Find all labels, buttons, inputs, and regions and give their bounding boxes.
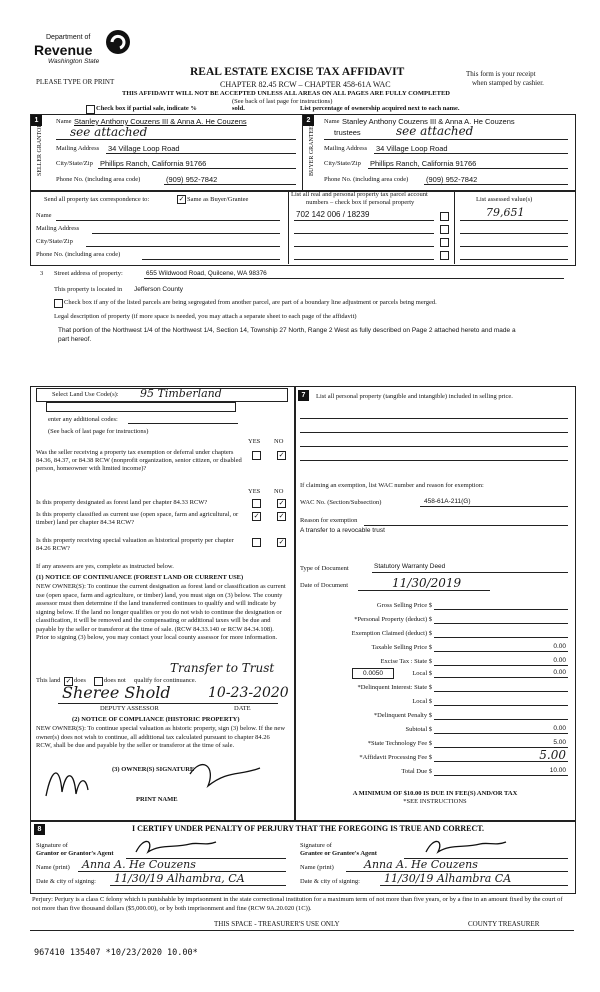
historic-no-checkbox[interactable]: ✓: [278, 538, 285, 546]
section-3-marker: 3: [40, 270, 44, 277]
segregated-label: Check box if any of the listed parcels are being segregated from another parcel, are part of a boundary line adjustment or parcels being merged.: [64, 299, 437, 306]
if-any-yes: If any answers are yes, complete as instructed below.: [36, 563, 174, 570]
forest-no: NO: [274, 488, 284, 495]
tech-fee-value[interactable]: 5.00: [553, 739, 566, 746]
warning-line: THIS AFFIDAVIT WILL NOT BE ACCEPTED UNLESS ALL AREAS ON ALL PAGES ARE FULLY COMPLETED: [122, 90, 450, 97]
local-label: Local $: [412, 670, 432, 677]
forest-yes-checkbox[interactable]: [252, 499, 261, 508]
affidavit-fee-label: *Affidavit Processing Fee $: [359, 754, 432, 761]
notice-2-text: NEW OWNER(S): To continue special valuation as historic property, sign (3) below. If the new owner(s) does not wish to continue, all additional tax calculated pursuant to chapter 84.26 RCW, shall be due and payable by the seller or transferor at the time of sale.: [36, 725, 286, 749]
see-back-land-use: (See back of last page for instructions): [48, 428, 149, 435]
land-does-label: does: [74, 677, 86, 684]
delinq-state-label: *Delinquent Interest: State $: [357, 684, 432, 691]
chapter-line: CHAPTER 82.45 RCW – CHAPTER 458-61A WAC: [220, 80, 391, 89]
same-as-buyer-checkbox[interactable]: ✓: [178, 195, 185, 203]
exempt-yes-checkbox[interactable]: [252, 451, 261, 460]
historic-question: Is this property receiving special valuation as historical property per chapter 84.26 RCW?: [36, 537, 234, 552]
seller-side-label: SELLER GRANTOR: [37, 123, 43, 176]
receipt-2: when stamped by cashier.: [472, 79, 544, 87]
corr-name-label: Name: [36, 212, 52, 219]
buyer-city-value[interactable]: Phillips Ranch, California 91766: [370, 159, 477, 168]
seller-name-handwritten: see attached: [70, 125, 148, 139]
land-use-select-value[interactable]: 95 Timberland: [140, 387, 222, 400]
assessed-header: List assessed value(s): [476, 196, 533, 203]
taxable-label: Taxable Selling Price $: [371, 644, 432, 651]
seller-phone-label: Phone No. (including area code): [56, 176, 141, 183]
seller-city-value[interactable]: Phillips Ranch, California 91766: [100, 159, 207, 168]
local-rate-box[interactable]: 0.0050: [352, 668, 394, 679]
excise-state-label: Excise Tax : State $: [380, 658, 432, 665]
section-8-number: 8: [34, 824, 45, 835]
forest-no-checkbox[interactable]: ✓: [278, 499, 285, 507]
buyer-name-value[interactable]: Stanley Anthony Couzens III & Anna A. He Couzens: [342, 117, 515, 126]
parcel-header-1: List all real and personal property tax parcel account: [291, 191, 428, 198]
parcel-1-value[interactable]: 702 142 006 / 18239: [296, 210, 370, 219]
street-value[interactable]: 655 Wildwood Road, Quilcene, WA 98376: [146, 270, 267, 277]
parcel-1-personal-checkbox[interactable]: [440, 212, 449, 221]
taxable-value[interactable]: 0.00: [553, 643, 566, 650]
send-correspondence-label: Send all property tax correspondence to:: [44, 196, 150, 203]
buyer-phone-value[interactable]: (909) 952-7842: [426, 175, 478, 184]
grantee-date-label: Date & city of signing:: [300, 878, 360, 885]
assessor-signature: Sheree Shold: [62, 683, 171, 702]
form-title: REAL ESTATE EXCISE TAX AFFIDAVIT: [190, 66, 405, 78]
subtotal-label: Subtotal $: [405, 726, 432, 733]
section-2-number: 2: [303, 115, 314, 126]
historic-yes-checkbox[interactable]: [252, 538, 261, 547]
wac-label: WAC No. (Section/Subsection): [300, 499, 382, 506]
buyer-trustees[interactable]: trustees: [334, 128, 361, 137]
assessor-date: 10-23-2020: [208, 685, 289, 701]
seller-name-value[interactable]: Stanley Anthony Couzens III & Anna A. He Couzens: [74, 117, 247, 126]
located-label: This property is located in: [54, 286, 123, 293]
corr-city-label: City/State/Zip: [36, 238, 73, 245]
corr-phone-label: Phone No. (including area code): [36, 251, 121, 258]
minimum-due-2: *SEE INSTRUCTIONS: [403, 798, 467, 805]
doc-date-value[interactable]: 11/30/2019: [392, 576, 462, 590]
current-use-yes-checkbox[interactable]: ✓: [253, 512, 260, 520]
deputy-assessor-label: DEPUTY ASSESSOR: [100, 705, 159, 712]
treasurer-space: THIS SPACE - TREASURER'S USE ONLY: [214, 920, 340, 928]
qualify-label: qualify for continuance.: [134, 677, 197, 684]
grantor-sig-label-2: Grantor or Grantor's Agent: [36, 850, 114, 857]
grantor-name-label: Name (print): [36, 864, 70, 871]
receipt-1: This form is your receipt: [466, 70, 536, 78]
grantor-name-value[interactable]: Anna A. He Couzens: [82, 858, 196, 871]
same-as-buyer-label: Same as Buyer/Grantee: [187, 196, 249, 203]
buyer-side-label: BUYER GRANTEE: [309, 126, 315, 176]
owner-signature-label: (3) OWNER(S) SIGNATURE: [112, 766, 195, 773]
exempt-deduct-label: Exemption Claimed (deduct) $: [351, 630, 432, 637]
doc-date-label: Date of Document: [300, 582, 349, 589]
exempt-question: Was the seller receiving a property tax exemption or deferral under chapters 84.36, 84.37, or 84.38 RCW (nonprofit organization, senior citizen, or disabled person, homeowner with limited income)?: [36, 449, 242, 472]
forest-question: Is this property designated as forest land per chapter 84.33 RCW?: [36, 499, 208, 506]
delinq-local-label: Local $: [412, 698, 432, 705]
land-does-checkbox[interactable]: ✓: [65, 677, 72, 685]
notice-1-text: NEW OWNER(S): To continue the current designation as forest land or classification as current use (open space, farm and agriculture, or timber) land, you must sign on (3) below. The county assessor must then determine if the land transferred continues to qualify and will indicate by signing below. If the land no longer qualifies or you do not wish to continue the designation or classification, it will be removed and the compensating or additional taxes will be due and payable by the seller or transferor at the time of sale. (RCW 84.33.140 or RCW 84.34.108). Prior to signing (3) below, you may contact your local county assessor for more information.: [36, 583, 286, 641]
buyer-name-label: Name: [324, 118, 340, 125]
land-use-yes: YES: [248, 438, 261, 445]
seller-city-label: City/State/Zip: [56, 160, 93, 167]
grantor-date-label: Date & city of signing:: [36, 878, 96, 885]
seller-mailing-label: Mailing Address: [56, 145, 100, 152]
personal-deduct-label: *Personal Property (deduct) $: [354, 616, 432, 623]
dor-logo: [34, 22, 134, 66]
parcel-3-personal-checkbox[interactable]: [440, 238, 449, 247]
land-use-code-box[interactable]: [46, 402, 236, 412]
land-use-select-label: Select Land Use Code(s):: [52, 391, 119, 398]
transfer-to-trust-hand: Transfer to Trust: [170, 661, 275, 675]
partial-sale-label: Check box if partial sale, indicate %: [96, 105, 197, 112]
grantee-date-value[interactable]: 11/30/19 Alhambra CA: [384, 872, 512, 885]
seller-phone-value[interactable]: (909) 952-7842: [166, 175, 218, 184]
grantor-signature[interactable]: [130, 836, 220, 858]
delinq-penalty-label: *Delinquent Penalty $: [373, 712, 432, 719]
corr-mailing-label: Mailing Address: [36, 225, 80, 232]
legal-value[interactable]: That portion of the Northwest 1/4 of the Northwest 1/4, Section 14, Township 27 North, Range 2 West as fully described on Page 2 attached hereto and made a part hereof.: [58, 327, 516, 343]
gross-label: Gross Selling Price $: [376, 602, 432, 609]
notice-2-title: (2) NOTICE OF COMPLIANCE (HISTORIC PROPERTY): [72, 716, 240, 723]
dept-line3: Washington State: [48, 58, 100, 65]
affidavit-fee-value[interactable]: 5.00: [539, 748, 566, 762]
grantor-date-value[interactable]: 11/30/19 Alhambra, CA: [114, 872, 245, 885]
forest-yes: YES: [248, 488, 261, 495]
current-use-no-checkbox[interactable]: ✓: [278, 512, 285, 520]
section-1-number: 1: [31, 115, 42, 126]
wac-value[interactable]: 458-61A-211(G): [424, 498, 471, 505]
county-treasurer: COUNTY TREASURER: [468, 920, 540, 928]
print-name-label: PRINT NAME: [136, 796, 178, 803]
subtotal-value[interactable]: 0.00: [553, 725, 566, 732]
excise-state-value[interactable]: 0.00: [553, 657, 566, 664]
see-back-header: (See back of last page for instructions): [232, 98, 333, 105]
buyer-city-label: City/State/Zip: [324, 160, 361, 167]
dept-line2: Revenue: [34, 42, 93, 58]
parcel-4-personal-checkbox[interactable]: [440, 251, 449, 260]
grantee-sig-label-2: Grantee or Grantee's Agent: [300, 850, 377, 857]
parcel-2-personal-checkbox[interactable]: [440, 225, 449, 234]
seller-mailing-value[interactable]: 34 Village Loop Road: [108, 144, 180, 153]
legal-label: Legal description of property (if more space is needed, you may attach a separate sheet to each page of the affidavit): [54, 313, 357, 320]
grantee-sig-label-1: Signature of: [300, 842, 332, 849]
dept-line1: Department of: [46, 34, 91, 41]
local-value[interactable]: 0.00: [553, 669, 566, 676]
additional-codes-label: enter any additional codes:: [48, 416, 118, 423]
land-does-not-label: does not: [104, 677, 126, 684]
section-7-number: 7: [298, 390, 309, 401]
list-percentage: List percentage of ownership acquired next to each name.: [300, 105, 460, 112]
assessor-date-label: DATE: [234, 705, 251, 712]
buyer-name-handwritten: see attached: [396, 124, 474, 138]
buyer-phone-label: Phone No. (including area code): [324, 176, 409, 183]
buyer-mailing-label: Mailing Address: [324, 145, 368, 152]
located-value[interactable]: Jefferson County: [134, 286, 184, 293]
reason-value[interactable]: A transfer to a revocable trust: [300, 527, 385, 534]
tech-fee-label: *State Technology Fee $: [367, 740, 432, 747]
seller-name-label: Name: [56, 118, 72, 125]
parcel-header-2: numbers – check box if personal property: [306, 199, 415, 206]
assessed-1-value[interactable]: 79,651: [486, 206, 525, 219]
minimum-due-1: A MINIMUM OF $10.00 IS DUE IN FEE(S) AND/OR TAX: [352, 790, 518, 797]
grantee-signature[interactable]: [420, 836, 510, 858]
notice-1-title: (1) NOTICE OF CONTINUANCE (FOREST LAND OR CURRENT USE): [36, 574, 244, 581]
current-use-question: Is this property classified as current use (open space, farm and agricultural, or timber) land per chapter 84.34 RCW?: [36, 511, 239, 526]
certify-statement: I CERTIFY UNDER PENALTY OF PERJURY THAT THE FOREGOING IS TRUE AND CORRECT.: [132, 824, 485, 833]
grantee-name-label: Name (print): [300, 864, 334, 871]
partial-sale-checkbox[interactable]: [86, 105, 95, 114]
land-use-no: NO: [274, 438, 284, 445]
doc-type-value[interactable]: Statutory Warranty Deed: [374, 563, 446, 570]
this-land-label: This land: [36, 677, 61, 684]
personal-property-label: List all personal property (tangible and intangible) included in selling price.: [316, 393, 513, 400]
exempt-no-checkbox[interactable]: ✓: [278, 451, 285, 459]
doc-type-label: Type of Document: [300, 565, 349, 572]
buyer-mailing-value[interactable]: 34 Village Loop Road: [376, 144, 448, 153]
perjury-text: Perjury: Perjury is a class C felony which is punishable by imprisonment in the state correctional institution for a maximum term of not more than five years, or by a fine in an amount fixed by the court of not more than five thousand dollars ($5,000.00), or by both imprisonment and fine (RCW 9A.20.020 (1C)).: [32, 896, 563, 912]
total-due-label: Total Due $: [401, 768, 432, 775]
segregated-checkbox[interactable]: [54, 299, 63, 308]
street-label: Street address of property:: [54, 270, 123, 277]
total-due-value[interactable]: 10.00: [549, 767, 566, 774]
sold-label: sold.: [232, 105, 245, 112]
cashier-stamp: 967410 135407 *10/23/2020 10.00*: [34, 948, 198, 958]
reason-label: Reason for exemption: [300, 517, 358, 524]
grantee-name-value[interactable]: Anna A. He Couzens: [364, 858, 478, 871]
please-type: PLEASE TYPE OR PRINT: [36, 78, 115, 86]
grantor-sig-label-1: Signature of: [36, 842, 68, 849]
exemption-claim-label: If claiming an exemption, list WAC number and reason for exemption:: [300, 482, 484, 489]
